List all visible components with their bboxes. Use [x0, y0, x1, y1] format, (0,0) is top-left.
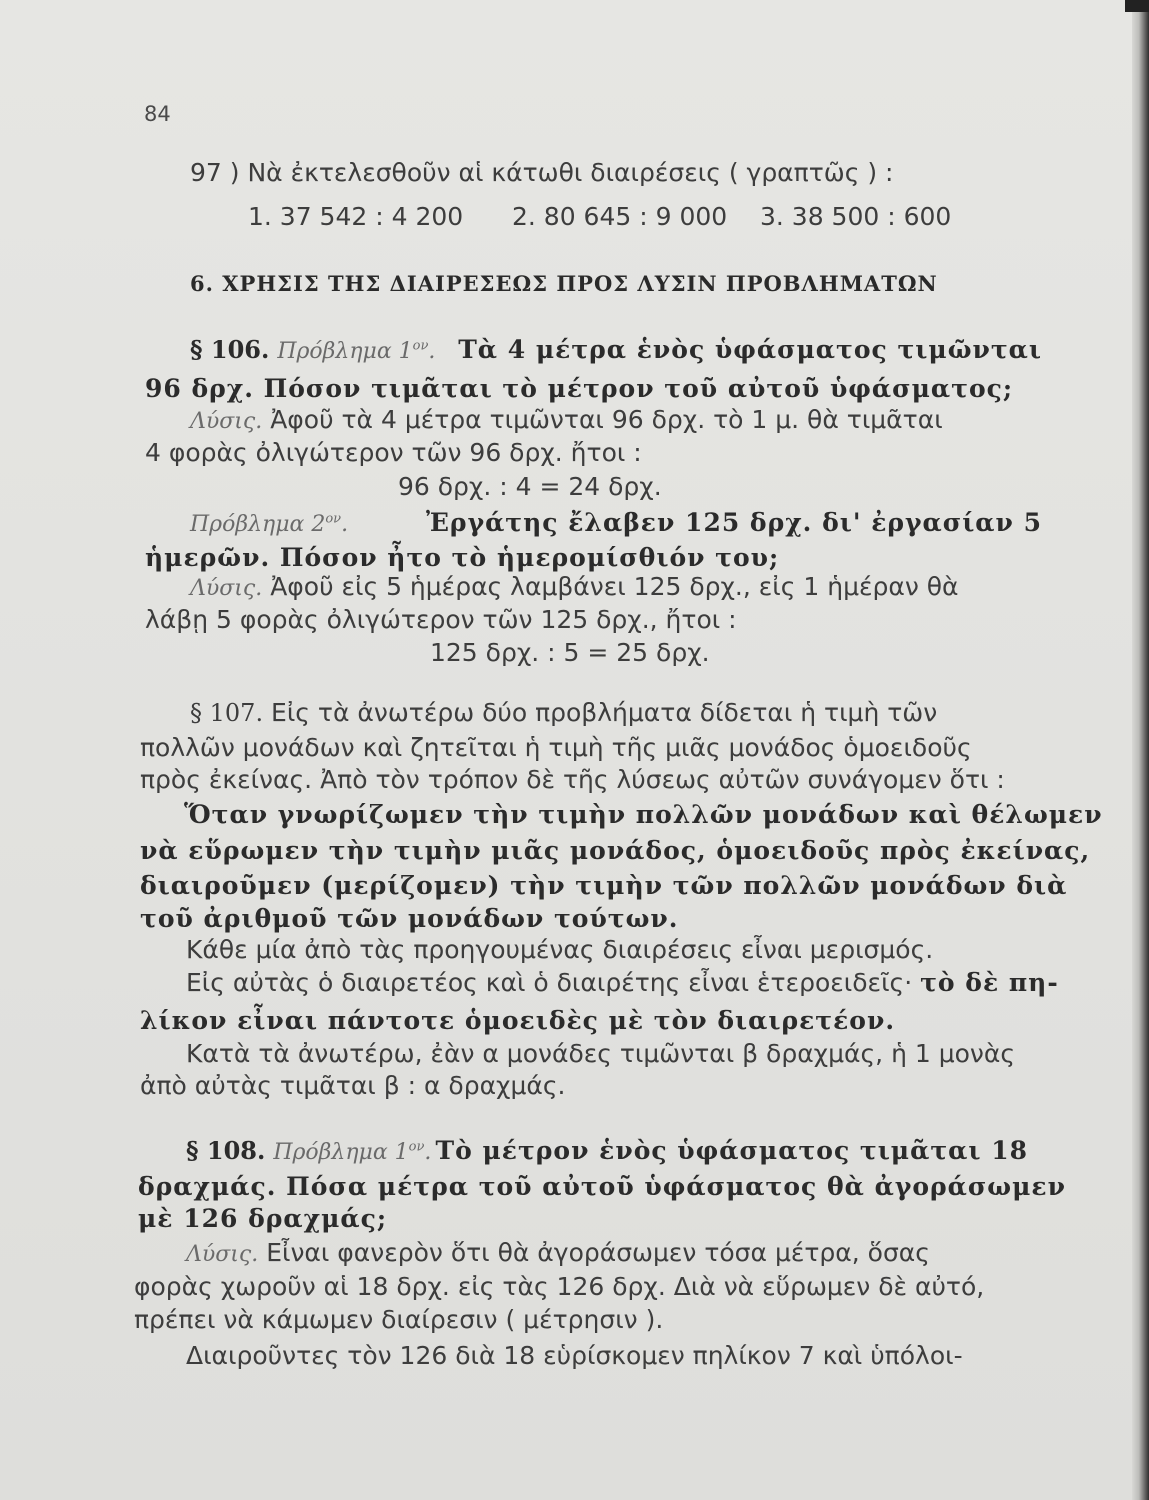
exercise-97-item-1: 1. 37 542 : 4 200: [248, 202, 464, 231]
section-107-label: § 107.: [190, 699, 264, 727]
lysis-108-text-2: φορὰς χωροῦν αἱ 18 δρχ. εἰς τὰς 126 δρχ. Διὰ νὰ εὕρωμεν δὲ αὐτό,: [134, 1272, 985, 1301]
rule-text-1: Ὅταν γνωρίζωμεν τὴν τιμὴν πολλῶν μονάδων καὶ θέλωμεν: [184, 800, 1103, 829]
lysis-label: Λύσις.: [190, 409, 263, 434]
s107-text-1: Εἰς τὰ ἀνωτέρω δύο προβλήματα δίδεται ἡ τιμὴ τῶν: [271, 698, 938, 727]
s107-para-3-text-1: Εἰς αὐτὰς ὁ διαιρετέος καὶ ὁ διαιρέτης εἶναι ἑτεροειδεῖς·: [186, 968, 913, 997]
lysis-1-text-2: 4 φορὰς ὀλιγώτερον τῶν 96 δρχ. ἤτοι :: [145, 438, 642, 467]
lysis-2-text-1: Ἀφοῦ εἰς 5 ἡμέρας λαμβάνει 125 δρχ., εἰς 1 ἡμέραν θὰ: [270, 572, 959, 601]
problem-2-text-1: Ἐργάτης ἔλαβεν 125 δρχ. δι' ἐργασίαν 5: [426, 508, 1042, 537]
exercise-97-intro: 97 ) Νὰ ἐκτελεσθοῦν αἱ κάτωθι διαιρέσεις ( γραπτῶς ) :: [190, 158, 894, 187]
s107-para-4-text-2: ἀπὸ αὐτὰς τιμᾶται β : α δραχμάς.: [140, 1071, 566, 1100]
s107-para-3-bold-1: τὸ δὲ πη-: [920, 968, 1059, 997]
s107-para-3-line-1: [186, 970, 1059, 995]
problem-2-line-1: [190, 510, 1042, 536]
exercise-97-item-2: 2. 80 645 : 9 000: [512, 202, 728, 231]
section-heading: 6. ΧΡΗΣΙΣ ΤΗΣ ΔΙΑΙΡΕΣΕΩΣ ΠΡΟΣ ΛΥΣΙΝ ΠΡΟΒΛΗΜΑΤΩΝ: [190, 271, 938, 296]
lysis-108-text-1: Εἶναι φανερὸν ὅτι θὰ ἀγοράσωμεν τόσα μέτρα, ὅσας: [266, 1238, 930, 1267]
lysis-1-text-1: Ἀφοῦ τὰ 4 μέτρα τιμῶνται 96 δρχ. τὸ 1 μ. θὰ τιμᾶται: [270, 405, 943, 434]
s108-line-1: [186, 1138, 1028, 1164]
problem-2-text-2: ἡμερῶν. Πόσον ἦτο τὸ ἡμερομίσθιόν του;: [145, 543, 780, 572]
section-106-label: § 106.: [190, 335, 270, 364]
last-line: Διαιροῦντες τὸν 126 διὰ 18 εὑρίσκομεν πηλίκον 7 καὶ ὑπόλοι-: [186, 1341, 963, 1370]
lysis-2-equation: 125 δρχ. : 5 = 25 δρχ.: [430, 638, 710, 667]
page-number: 84: [144, 102, 171, 126]
lysis-2-text-2: λάβῃ 5 φορὰς ὀλιγώτερον τῶν 125 δρχ., ἤτοι :: [145, 605, 737, 634]
lysis-108-line-1: [186, 1240, 930, 1266]
rule-text-4: τοῦ ἀριθμοῦ τῶν μονάδων τούτων.: [140, 904, 679, 933]
rule-text-3: διαιροῦμεν (μερίζομεν) τὴν τιμὴν τῶν πολλῶν μονάδων διὰ: [140, 871, 1068, 900]
s107-text-2: πολλῶν μονάδων καὶ ζητεῖται ἡ τιμὴ τῆς μιᾶς μονάδος ὁμοειδοῦς: [140, 733, 972, 762]
s107-text-3: πρὸς ἐκείνας. Ἀπὸ τὸν τρόπον δὲ τῆς λύσεως αὐτῶν συνάγομεν ὅτι :: [140, 765, 1005, 794]
s107-para-3-text-2: λίκον εἶναι πάντοτε ὁμοειδὲς μὲ τὸν διαιρετέον.: [140, 1006, 896, 1035]
lysis-108-text-3: πρέπει νὰ κάμωμεν διαίρεσιν ( μέτρησιν ).: [134, 1305, 664, 1334]
scan-border: [1125, 0, 1149, 12]
s106-line-1: [190, 337, 1042, 363]
problem-108-text-2: δραχμάς. Πόσα μέτρα τοῦ αὐτοῦ ὑφάσματος θὰ ἀγοράσωμεν: [138, 1172, 1066, 1201]
s107-line-1: [190, 700, 937, 725]
problem-1-text-2: 96 δρχ. Πόσον τιμᾶται τὸ μέτρον τοῦ αὐτοῦ ὑφάσματος;: [145, 374, 1014, 403]
problem-2-label: Πρόβλημα $2^{o\nu}$.: [190, 511, 349, 537]
problem-108-text-3: μὲ 126 δραχμάς;: [138, 1204, 388, 1233]
problem-108-text-1: Τὸ μέτρον ἑνὸς ὑφάσματος τιμᾶται 18: [435, 1136, 1028, 1165]
lysis-1-line-1: [190, 407, 1042, 433]
s107-para-2: Κάθε μία ἀπὸ τὰς προηγουμένας διαιρέσεις εἶναι μερισμός.: [186, 935, 934, 964]
lysis-2-line-1: [190, 574, 959, 600]
exercise-97-item-3: 3. 38 500 : 600: [760, 202, 952, 231]
section-108-label: § 108.: [186, 1136, 266, 1165]
lysis-1-equation: 96 δρχ. : 4 = 24 δρχ.: [398, 472, 662, 501]
problem-108-label: Πρόβλημα $1^{o\nu}$.: [273, 1139, 432, 1165]
lysis-label-2: Λύσις.: [190, 576, 263, 601]
problem-1-label: Πρόβλημα $1^{o\nu}$.: [277, 338, 436, 364]
s107-para-4-text-1: Κατὰ τὰ ἀνωτέρω, ἐὰν α μονάδες τιμῶνται β δραχμάς, ἡ 1 μονὰς: [186, 1039, 1016, 1068]
problem-1-text-1: Τὰ 4 μέτρα ἑνὸς ὑφάσματος τιμῶνται: [458, 335, 1042, 364]
lysis-label-3: Λύσις.: [186, 1242, 259, 1267]
page-edge: [1132, 0, 1149, 1500]
rule-text-2: νὰ εὕρωμεν τὴν τιμὴν μιᾶς μονάδος, ὁμοειδοῦς πρὸς ἐκείνας,: [140, 836, 1091, 865]
